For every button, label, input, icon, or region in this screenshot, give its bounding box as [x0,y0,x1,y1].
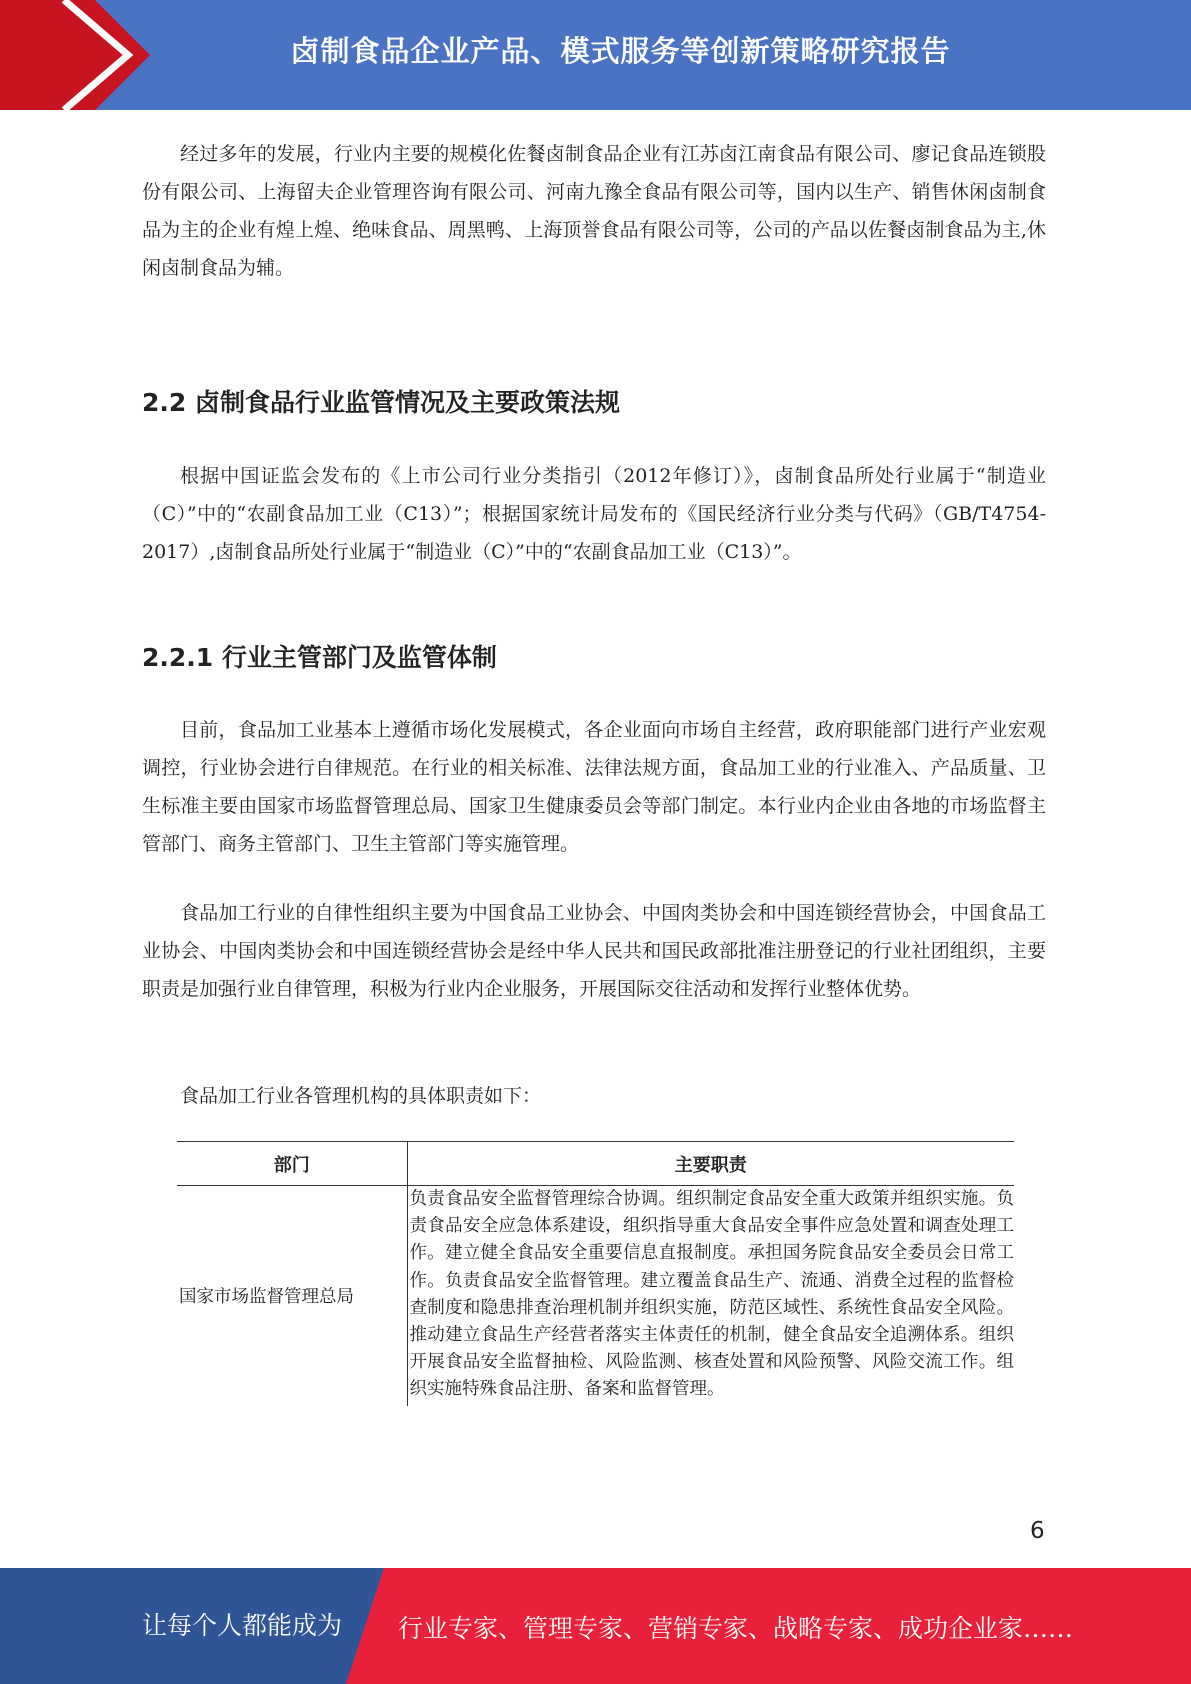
table-cell-duty: 负责食品安全监督管理综合协调。组织制定食品安全重大政策并组织实施。负责食品安全应急体系建设，组织指导重大食品安全事件应急处置和调查处理工作。建立健全食品安全重要信息直报制度。承担国务院食品安全委员会日常工作。负责食品安全监督管理。建立覆盖食品生产、流通、消费全过程的监督检查制度和隐患排查治理机制并组织实施，防范区域性、系统性食品安全风险。推动建立食品生产经营者落实主体责任的机制，健全食品安全追溯体系。组织开展食品安全监督抽检、风险监测、核查处置和风险预警、风险交流工作。组织实施特殊食品注册、备案和监督管理。 [409,1189,1014,1400]
table-intro-block [142,1077,1046,1115]
page-number: 6 [1030,1518,1045,1544]
intro-paragraph: 经过多年的发展，行业内主要的规模化佐餐卤制食品企业有江苏卤江南食品有限公司、廖记食品连锁股份有限公司、上海留夫企业管理咨询有限公司、河南九豫全食品有限公司等，国内以生产、销售休闲卤制食品为主的企业有煌上煌、绝味食品、周黑鸭、上海顶誉食品有限公司等，公司的产品以佐餐卤制食品为主,休闲卤制食品为辅。 [142,143,1046,279]
table-header-row [177,1142,1014,1186]
table-cell-dept: 国家市场监督管理总局 [177,1186,407,1406]
section-2-2-1-paragraph-1: 目前，食品加工业基本上遵循市场化发展模式，各企业面向市场自主经营，政府职能部门进行产业宏观调控，行业协会进行自律规范。在行业的相关标准、法律法规方面，食品加工业的行业准入、产品质量、卫生标准主要由国家市场监督管理总局、国家卫生健康委员会等部门制定。本行业内企业由各地的市场监督主管部门、商务主管部门、卫生主管部门等实施管理。 [142,719,1046,855]
page-header [0,0,1191,110]
section-2-2 [142,383,1046,419]
section-2-2-1 [142,638,1046,674]
duty-table [177,1141,1014,1406]
table-row [177,1186,1014,1406]
section-2-2-1-heading: 2.2.1 行业主管部门及监管体制 [142,643,497,672]
table-header-dept: 部门 [177,1142,407,1186]
table-intro: 食品加工行业各管理机构的具体职责如下： [180,1085,542,1107]
page-footer [0,1568,1191,1684]
footer-slogan-left: 让每个人都能成为 [142,1611,343,1640]
section-2-2-heading: 2.2 卤制食品行业监管情况及主要政策法规 [142,388,620,417]
section-2-2-1-paragraph-2: 食品加工行业的自律性组织主要为中国食品工业协会、中国肉类协会和中国连锁经营协会，中国食品工业协会、中国肉类协会和中国连锁经营协会是经中华人民共和国民政部批准注册登记的行业社团组织，主要职责是加强行业自律管理，积极为行业内企业服务，开展国际交往活动和发挥行业整体优势。 [142,902,1046,1000]
header-title: 卤制食品企业产品、模式服务等创新策略研究报告 [290,34,951,68]
section-2-2-body [142,457,1046,571]
section-2-2-paragraph: 根据中国证监会发布的《上市公司行业分类指引（2012年修订）》，卤制食品所处行业属于“制造业（C）”中的“农副食品加工业（C13）”；根据国家统计局发布的《国民经济行业分类与代码》（GB/T4754-2017）,卤制食品所处行业属于“制造业（C）”中的“农副食品加工业（C13）”。 [142,465,1046,563]
table-header-duty: 主要职责 [407,1142,1014,1186]
section-2-2-1-body-2 [142,894,1046,1008]
footer-slogan-right: 行业专家、管理专家、营销专家、战略专家、成功企业家…… [398,1614,1074,1643]
section-2-2-1-body-1 [142,711,1046,863]
intro-section [142,135,1046,287]
